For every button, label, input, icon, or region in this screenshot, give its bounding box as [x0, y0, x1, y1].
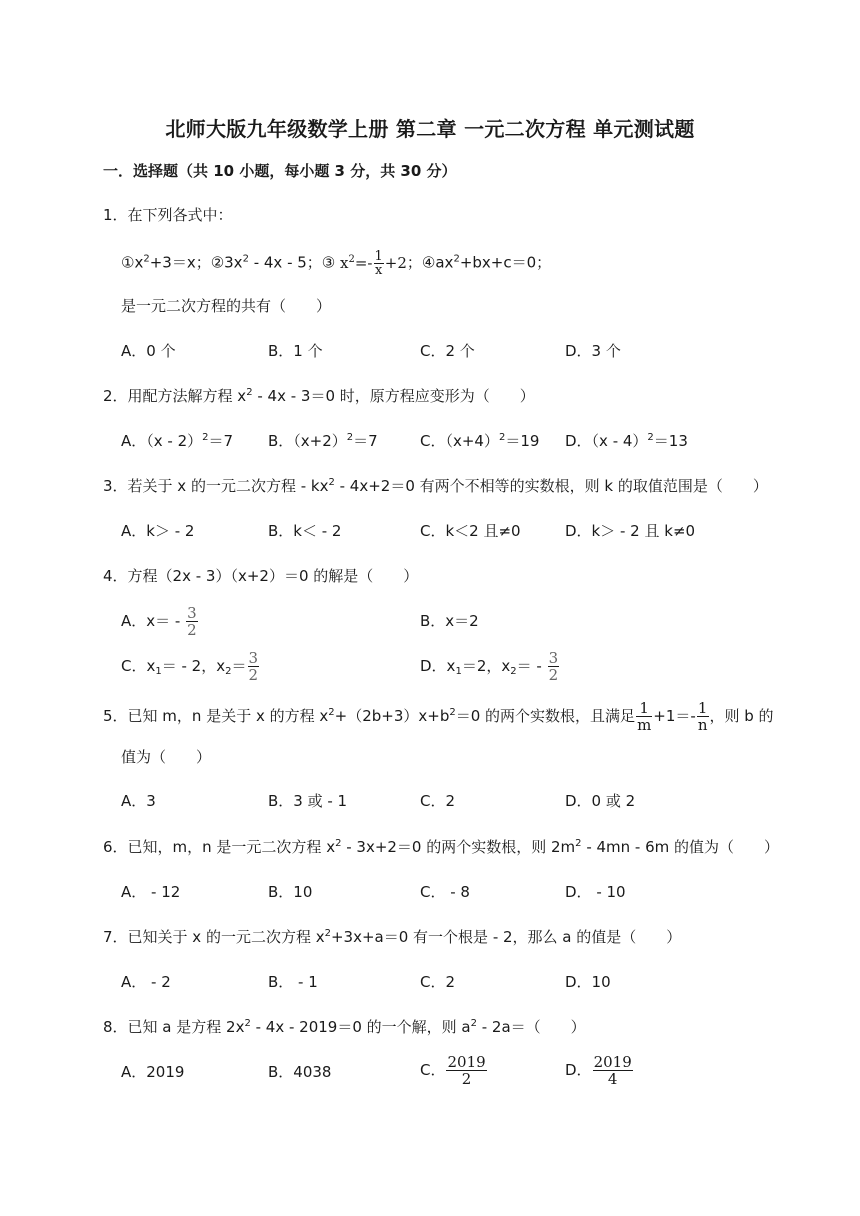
question-6-stem: 6．已知，m，n 是一元二次方程 $x^2 - 3x+2=0$ 的两个实数根，则 $2m^2 - 4mn - 6m$ 的值为（ ）	[103, 838, 780, 856]
question-1-stem: 1．在下列各式中：	[103, 206, 233, 224]
q1-option-b[interactable]: B．1 个	[268, 342, 323, 360]
question-2-stem: 2．用配方法解方程 $x^2 - 4x - 3=0$ 时，原方程应变形为（ ）	[103, 387, 535, 405]
fraction-2019-over-4: $\frac{2019}{4}$	[593, 1053, 632, 1088]
q7-option-d[interactable]: D．10	[565, 973, 611, 991]
q8-option-c[interactable]: C． $\frac{2019}{2}$	[420, 1053, 486, 1088]
q2-option-c[interactable]: C．$(x+4)^2=19$	[420, 432, 540, 450]
q6-option-b[interactable]: B．10	[268, 883, 313, 901]
question-3-stem: 3．若关于 x 的一元二次方程 - $kx^2 - 4x+2=0$ 有两个不相等的实数根，则 k 的取值范围是（ ）	[103, 477, 768, 495]
section-heading: 一．选择题（共 10 小题，每小题 3 分，共 30 分）	[103, 162, 457, 180]
q4-option-c[interactable]: C．$x_1= - 2$，$x_2=$ $\frac{3}{2}$	[121, 649, 259, 684]
fraction-1-over-x: $\frac{1}{x}$	[374, 249, 383, 278]
q5-option-b[interactable]: B．3 或 - 1	[268, 792, 348, 810]
fraction-2019-over-2: $\frac{2019}{2}$	[447, 1053, 486, 1088]
q2-option-a[interactable]: A．（x - 2）$^2$＝7	[121, 432, 234, 450]
fraction-1-over-n: $\frac{1}{n}$	[697, 699, 708, 734]
question-1-formulas: $①x^2+3=x$；$②3x^2 - 4x - 5$；③ $x^2=-$ $\frac{1}{x}$ +2；$④ax^2+bx+c=0$；	[121, 249, 552, 278]
q7-option-c[interactable]: C．2	[420, 973, 456, 991]
question-1-line2: 是一元二次方程的共有（ ）	[121, 297, 332, 315]
q8-option-a[interactable]: A．2019	[121, 1063, 185, 1081]
q3-option-b[interactable]: B．k＜ - 2	[268, 522, 342, 540]
q4-option-b[interactable]: B．x＝2	[420, 612, 479, 630]
q5-option-c[interactable]: C．2	[420, 792, 456, 810]
page-title: 北师大版九年级数学上册 第二章 一元二次方程 单元测试题	[165, 117, 695, 141]
fraction-1-over-m: $\frac{1}{m}$	[637, 699, 652, 734]
question-5-stem: 5．已知 m，n 是关于 x 的方程 $x^2+(2b+3)x+b^2=0$ 的两个实数根，且满足 $\frac{1}{m}$ +1＝- $\frac{1}{n}$ ，则 b 的	[103, 699, 774, 734]
fraction-3-over-2: $\frac{3}{2}$	[548, 649, 559, 684]
q3-option-c[interactable]: C．k＜2 且≠0	[420, 522, 521, 540]
q2-option-d[interactable]: D．（x - 4）$^2$＝13	[565, 432, 688, 450]
q7-option-a[interactable]: A． - 2	[121, 973, 171, 991]
q7-option-b[interactable]: B． - 1	[268, 973, 318, 991]
q1-option-a[interactable]: A．0 个	[121, 342, 176, 360]
q6-option-d[interactable]: D． - 10	[565, 883, 626, 901]
question-7-stem: 7．已知关于 x 的一元二次方程 $x^2+3x+a=0$ 有一个根是 - 2，那么 a 的值是（ ）	[103, 928, 682, 946]
q6-option-c[interactable]: C． - 8	[420, 883, 470, 901]
q4-option-d[interactable]: D．$x_1=2$，$x_2=$ - $\frac{3}{2}$	[420, 649, 559, 684]
question-5-line2: 值为（ ）	[121, 748, 212, 766]
q5-option-a[interactable]: A．3	[121, 792, 156, 810]
q8-option-b[interactable]: B．4038	[268, 1063, 332, 1081]
q1-option-d[interactable]: D．3 个	[565, 342, 621, 360]
fraction-3-over-2: $\frac{3}{2}$	[187, 604, 197, 639]
q6-option-a[interactable]: A． - 12	[121, 883, 181, 901]
q8-option-d[interactable]: D． $\frac{2019}{4}$	[565, 1053, 632, 1088]
q2-option-b[interactable]: B．$(x+2)^2=7$	[268, 432, 378, 450]
q1-option-c[interactable]: C．2 个	[420, 342, 475, 360]
question-8-stem: 8．已知 a 是方程 $2x^2 - 4x - 2019=0$ 的一个解，则 $a^2 - 2a=$（ ）	[103, 1018, 586, 1036]
fraction-3-over-2: $\frac{3}{2}$	[248, 649, 259, 684]
q3-option-d[interactable]: D．k＞ - 2 且 k≠0	[565, 522, 696, 540]
q5-option-d[interactable]: D．0 或 2	[565, 792, 636, 810]
q4-option-a[interactable]: A．x＝ - $\frac{3}{2}$	[121, 604, 197, 639]
question-4-stem: 4．方程（2x - 3）（x+2）＝0 的解是（ ）	[103, 567, 419, 585]
q3-option-a[interactable]: A．k＞ - 2	[121, 522, 195, 540]
formula-3: $x^2=-$ $\frac{1}{x}$ +2	[340, 249, 407, 278]
